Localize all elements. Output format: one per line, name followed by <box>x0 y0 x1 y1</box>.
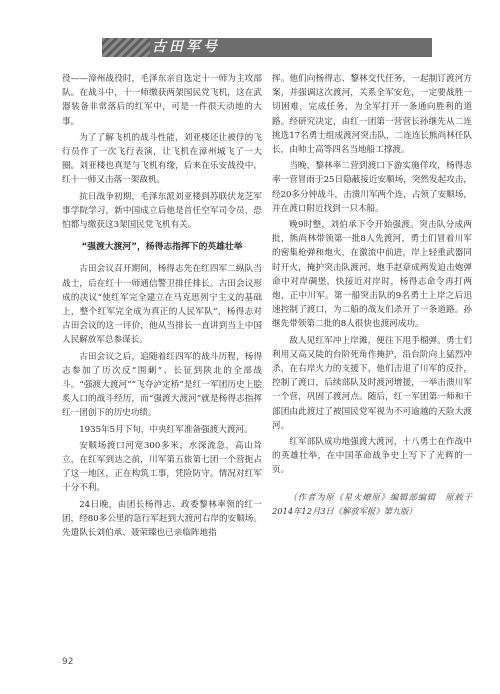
paragraph: 为了了解飞机的战斗性能，刘亚楼还让被俘的飞行员作了一次飞行表演，让飞机在漳州城飞了一大圈。刘亚楼也真是与飞机有缘，后来在乐安战役中，红十一师又击落一架敌机。 <box>62 132 262 186</box>
left-column <box>62 72 262 542</box>
paragraph: 红军部队成功地强渡大渡河，十八勇士在作战中的英雄壮举，在中国革命战争史上写下了光辉的一页。 <box>272 437 472 476</box>
paragraph: 役——漳州战役时，毛泽东亲自选定十一师为主攻部队。在战斗中，十一师缴获两架国民党飞机，这在武器装备非常落后的红军中，可是一件很天动地的大事。 <box>62 74 262 127</box>
paragraph: 敌人见红军冲上岸滩，便往下甩手榴弹。勇士们利用又高又陡的台阶死角作掩护，沿台阶向上猛烈冲杀，在右岸火力的支援下，他们击退了川军的反扑，控制了渡口，后续部队及时渡河增援，一举击溃川军一个营，巩固了渡河点。随后，红一军团第一师和干部团由此渡过了被国民党军视为不可逾越的天险大渡河。 <box>272 335 472 431</box>
source-note: （作者为原《星火燎原》编辑部编辑 原载于2014年12月3日《解放军报》第九版） <box>272 491 472 516</box>
section-heading: “强渡大渡河”，杨得志指挥下的英雄壮举 <box>81 242 243 253</box>
right-column <box>272 72 472 520</box>
paragraph: 抗日战争初期，毛泽东派刘亚楼到苏联伏龙芝军事学院学习，新中国成立后他是首任空军司令员，恐怕都与缴获这3架国民党飞机有关。 <box>62 191 262 231</box>
paragraph: 24日晚，由团长杨得志、政委黎林率领的红一团，经80多公里的急行军赶到大渡河右岸的安顺场。先遣队长刘伯承、聂荣臻也已亲临阵地指 <box>62 499 262 539</box>
paragraph: 晚9时整，刘伯承下令开始强渡。突击队分成两批，熊尚林带领第一批8人先渡河，勇士们冒着川军的密集枪弹和炮火，在激流中前进，岸上轻重武器同时开火，掩护突击队渡河，炮手赵章成两发迫击炮弹命中对岸碉堡，快接近对岸时，杨得志命令再打两炮，正中川军。第一船突击队的9名勇士上岸之后迅速控制了渡口，为二船的战友们杀开了一条道路。孙继先带领第二批的8人很快也渡河成功。 <box>272 220 472 330</box>
page-number: 92 <box>62 657 74 667</box>
paragraph: 古田会议召开期间，杨得志先在红四军二纵队当战士，后在红十一师通信警卫排任排长。古田会议形成的决议“使红军完全建立在马克思列宁主义的基础上，整个红军完全成为真正的人民军队”，杨得志对古田会议的这一评价，他从当排长一直讲到当上中国人民解放军总参谋长。 <box>62 264 262 346</box>
page-header-title: 古田军号 <box>152 39 220 55</box>
paragraph: 古田会议之后，追随着红四军的战斗历程，杨得志参加了历次反“围剿”、长征到陕北的全部战斗。“强渡大渡河”“飞夺泸定桥”是红一军团历史上脍炙人口的战斗经历，而“强渡大渡河”就是杨得志指挥红一团创下的历史功绩。 <box>62 351 262 419</box>
paragraph: 安顺场渡口河宽300多米，水深流急，高山耸立，在红军到达之前，川军第五旅第七团一个营扼占了这一地区，正在构筑工事，凭险防守。情况对红军十分不利。 <box>62 440 262 494</box>
paragraph: 1935年5月下旬，中央红军准备强渡大渡河。 <box>79 424 253 435</box>
paragraph: 挥。他们向杨得志、黎林交代任务，一起制订渡河方案，并强调这次渡河，关系全军安危，一定要战胜一切困难，完成任务，为全军打开一条通向胜利的道路。经研究决定，由红一团第一营营长孙继先从二连挑选17名勇士组成渡河突击队，二连连长熊尚林任队长，由帅士高等四名当地船工撑渡。 <box>272 74 472 156</box>
paragraph: 当晚，黎林率二营到渡口下游实施佯攻，杨得志率一营冒雨于25日隐蔽接近安顺场，突然发起攻击，经20多分钟战斗，击溃川军两个连，占领了安顺场，并在渡口附近找到一只木船。 <box>272 161 472 214</box>
